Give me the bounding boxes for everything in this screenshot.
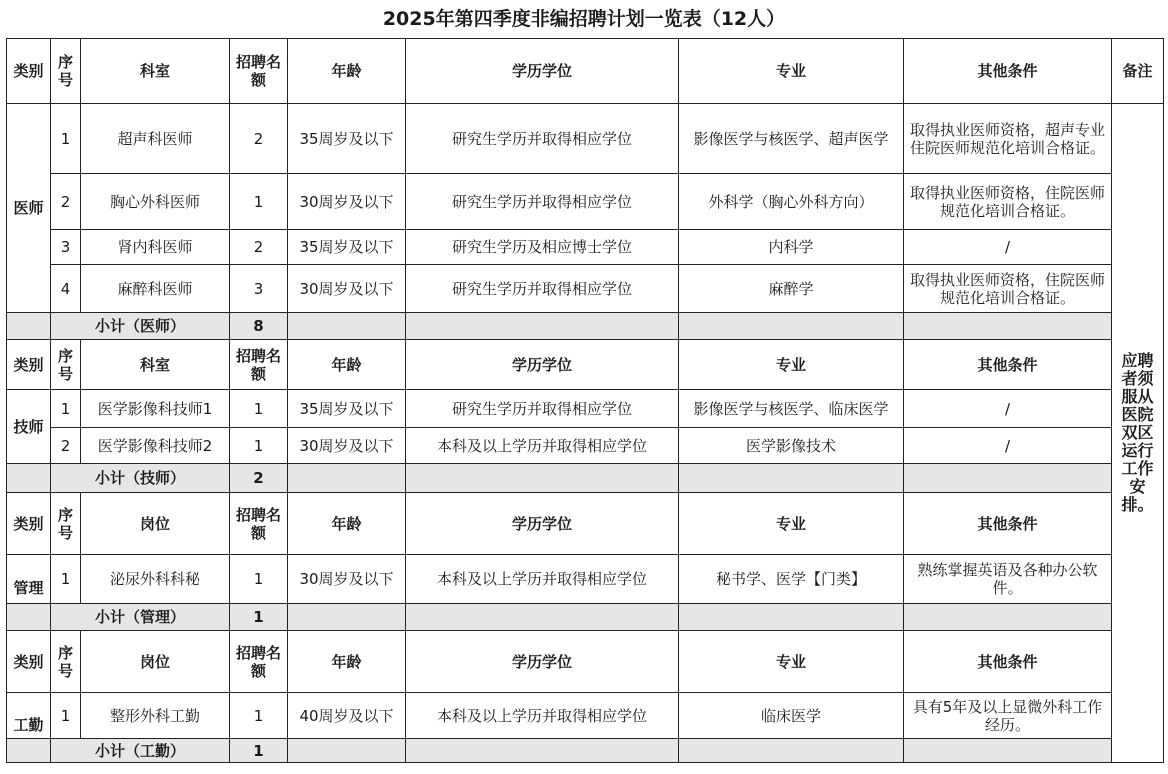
header-age: 年龄 bbox=[288, 493, 406, 555]
header-other: 其他条件 bbox=[904, 340, 1112, 390]
age-cell: 30周岁及以下 bbox=[288, 555, 406, 604]
subtotal-blank bbox=[288, 464, 406, 493]
subtotal-blank bbox=[7, 739, 51, 763]
remark-cell: 应聘者须服从医院双区运行工作安排。 bbox=[1112, 104, 1164, 763]
dept-cell: 肾内科医师 bbox=[81, 230, 230, 265]
other-cell: 取得执业医师资格，住院医师规范化培训合格证。 bbox=[904, 174, 1112, 230]
header-category: 类别 bbox=[7, 493, 51, 555]
header-row bbox=[7, 39, 1164, 104]
header-count: 招聘名额 bbox=[230, 39, 288, 104]
header-count: 招聘名额 bbox=[230, 631, 288, 693]
header-education: 学历学位 bbox=[406, 631, 679, 693]
subtotal-blank bbox=[904, 313, 1112, 340]
age-cell: 30周岁及以下 bbox=[288, 174, 406, 230]
education-cell: 研究生学历并取得相应学位 bbox=[406, 265, 679, 313]
header-other: 其他条件 bbox=[904, 39, 1112, 104]
other-cell: 取得执业医师资格，超声专业住院医师规范化培训合格证。 bbox=[904, 104, 1112, 174]
major-cell: 内科学 bbox=[679, 230, 904, 265]
dept-cell: 麻醉科医师 bbox=[81, 265, 230, 313]
seq-cell: 4 bbox=[51, 265, 81, 313]
major-cell: 秘书学、医学【门类】 bbox=[679, 555, 904, 604]
subtotal-blank bbox=[288, 604, 406, 631]
subtotal-blank bbox=[679, 739, 904, 763]
header-seq: 序号 bbox=[51, 340, 81, 390]
subtotal-blank bbox=[679, 464, 904, 493]
subtotal-blank bbox=[7, 313, 51, 340]
subtotal-value: 1 bbox=[230, 604, 288, 631]
table-row bbox=[7, 693, 1164, 739]
dept-cell: 医学影像科技师1 bbox=[81, 390, 230, 428]
table-row bbox=[7, 428, 1164, 464]
count-cell: 1 bbox=[230, 174, 288, 230]
subtotal-row bbox=[7, 604, 1164, 631]
count-cell: 1 bbox=[230, 555, 288, 604]
subtotal-blank bbox=[7, 464, 51, 493]
count-cell: 3 bbox=[230, 265, 288, 313]
education-cell: 本科及以上学历并取得相应学位 bbox=[406, 428, 679, 464]
header-category: 类别 bbox=[7, 631, 51, 693]
age-cell: 40周岁及以下 bbox=[288, 693, 406, 739]
dept-cell: 超声科医师 bbox=[81, 104, 230, 174]
seq-cell: 1 bbox=[51, 555, 81, 604]
subtotal-blank bbox=[406, 313, 679, 340]
header-age: 年龄 bbox=[288, 39, 406, 104]
table-row bbox=[7, 265, 1164, 313]
seq-cell: 1 bbox=[51, 693, 81, 739]
header-remark: 备注 bbox=[1112, 39, 1164, 104]
education-cell: 研究生学历及相应博士学位 bbox=[406, 230, 679, 265]
table-row bbox=[7, 104, 1164, 174]
subtotal-blank bbox=[7, 604, 51, 631]
education-cell: 研究生学历并取得相应学位 bbox=[406, 174, 679, 230]
age-cell: 30周岁及以下 bbox=[288, 428, 406, 464]
table-row bbox=[7, 390, 1164, 428]
header-dept: 科室 bbox=[81, 39, 230, 104]
post-cell: 泌尿外科科秘 bbox=[81, 555, 230, 604]
category-cell: 医师 bbox=[7, 104, 51, 313]
subtotal-blank bbox=[904, 464, 1112, 493]
count-cell: 2 bbox=[230, 104, 288, 174]
subtotal-row bbox=[7, 739, 1164, 763]
header-row bbox=[7, 340, 1164, 390]
seq-cell: 1 bbox=[51, 390, 81, 428]
education-cell: 本科及以上学历并取得相应学位 bbox=[406, 693, 679, 739]
header-major: 专业 bbox=[679, 493, 904, 555]
subtotal-blank bbox=[406, 604, 679, 631]
age-cell: 30周岁及以下 bbox=[288, 265, 406, 313]
subtotal-label: 小计（医师） bbox=[51, 313, 230, 340]
header-age: 年龄 bbox=[288, 631, 406, 693]
education-cell: 研究生学历并取得相应学位 bbox=[406, 104, 679, 174]
subtotal-label: 小计（技师） bbox=[51, 464, 230, 493]
major-cell: 临床医学 bbox=[679, 693, 904, 739]
post-cell: 整形外科工勤 bbox=[81, 693, 230, 739]
header-seq: 序号 bbox=[51, 493, 81, 555]
header-other: 其他条件 bbox=[904, 631, 1112, 693]
header-seq: 序号 bbox=[51, 39, 81, 104]
other-cell: 具有5年及以上显微外科工作经历。 bbox=[904, 693, 1112, 739]
subtotal-value: 2 bbox=[230, 464, 288, 493]
other-cell: / bbox=[904, 390, 1112, 428]
category-cell: 工勤 bbox=[7, 693, 51, 739]
header-seq: 序号 bbox=[51, 631, 81, 693]
subtotal-value: 1 bbox=[230, 739, 288, 763]
header-category: 类别 bbox=[7, 340, 51, 390]
major-cell: 影像医学与核医学、临床医学 bbox=[679, 390, 904, 428]
other-cell: 熟练掌握英语及各种办公软件。 bbox=[904, 555, 1112, 604]
subtotal-blank bbox=[406, 464, 679, 493]
count-cell: 2 bbox=[230, 230, 288, 265]
header-education: 学历学位 bbox=[406, 39, 679, 104]
count-cell: 1 bbox=[230, 390, 288, 428]
major-cell: 影像医学与核医学、超声医学 bbox=[679, 104, 904, 174]
age-cell: 35周岁及以下 bbox=[288, 390, 406, 428]
header-post: 岗位 bbox=[81, 631, 230, 693]
table-row bbox=[7, 230, 1164, 265]
header-education: 学历学位 bbox=[406, 340, 679, 390]
other-cell: 取得执业医师资格，住院医师规范化培训合格证。 bbox=[904, 265, 1112, 313]
category-cell: 管理 bbox=[7, 555, 51, 604]
subtotal-row bbox=[7, 313, 1164, 340]
header-age: 年龄 bbox=[288, 340, 406, 390]
subtotal-blank bbox=[288, 313, 406, 340]
subtotal-blank bbox=[679, 313, 904, 340]
category-cell: 技师 bbox=[7, 390, 51, 464]
header-other: 其他条件 bbox=[904, 493, 1112, 555]
major-cell: 外科学（胸心外科方向） bbox=[679, 174, 904, 230]
dept-cell: 医学影像科技师2 bbox=[81, 428, 230, 464]
page-title: 2025年第四季度非编招聘计划一览表（12人） bbox=[382, 8, 786, 30]
subtotal-value: 8 bbox=[230, 313, 288, 340]
subtotal-label: 小计（管理） bbox=[51, 604, 230, 631]
header-row bbox=[7, 631, 1164, 693]
seq-cell: 2 bbox=[51, 428, 81, 464]
header-count: 招聘名额 bbox=[230, 340, 288, 390]
header-dept: 科室 bbox=[81, 340, 230, 390]
dept-cell: 胸心外科医师 bbox=[81, 174, 230, 230]
major-cell: 麻醉学 bbox=[679, 265, 904, 313]
other-cell: / bbox=[904, 230, 1112, 265]
count-cell: 1 bbox=[230, 693, 288, 739]
subtotal-row bbox=[7, 464, 1164, 493]
header-count: 招聘名额 bbox=[230, 493, 288, 555]
major-cell: 医学影像技术 bbox=[679, 428, 904, 464]
header-category: 类别 bbox=[7, 39, 51, 104]
subtotal-blank bbox=[904, 739, 1112, 763]
seq-cell: 1 bbox=[51, 104, 81, 174]
education-cell: 研究生学历并取得相应学位 bbox=[406, 390, 679, 428]
subtotal-blank bbox=[406, 739, 679, 763]
header-major: 专业 bbox=[679, 631, 904, 693]
education-cell: 本科及以上学历并取得相应学位 bbox=[406, 555, 679, 604]
header-education: 学历学位 bbox=[406, 493, 679, 555]
subtotal-blank bbox=[679, 604, 904, 631]
header-major: 专业 bbox=[679, 39, 904, 104]
header-post: 岗位 bbox=[81, 493, 230, 555]
seq-cell: 2 bbox=[51, 174, 81, 230]
recruitment-plan-table bbox=[6, 38, 1164, 763]
seq-cell: 3 bbox=[51, 230, 81, 265]
subtotal-label: 小计（工勤） bbox=[51, 739, 230, 763]
header-row bbox=[7, 493, 1164, 555]
subtotal-blank bbox=[288, 739, 406, 763]
table-row bbox=[7, 174, 1164, 230]
age-cell: 35周岁及以下 bbox=[288, 230, 406, 265]
subtotal-blank bbox=[904, 604, 1112, 631]
count-cell: 1 bbox=[230, 428, 288, 464]
table-row bbox=[7, 555, 1164, 604]
other-cell: / bbox=[904, 428, 1112, 464]
header-major: 专业 bbox=[679, 340, 904, 390]
age-cell: 35周岁及以下 bbox=[288, 104, 406, 174]
